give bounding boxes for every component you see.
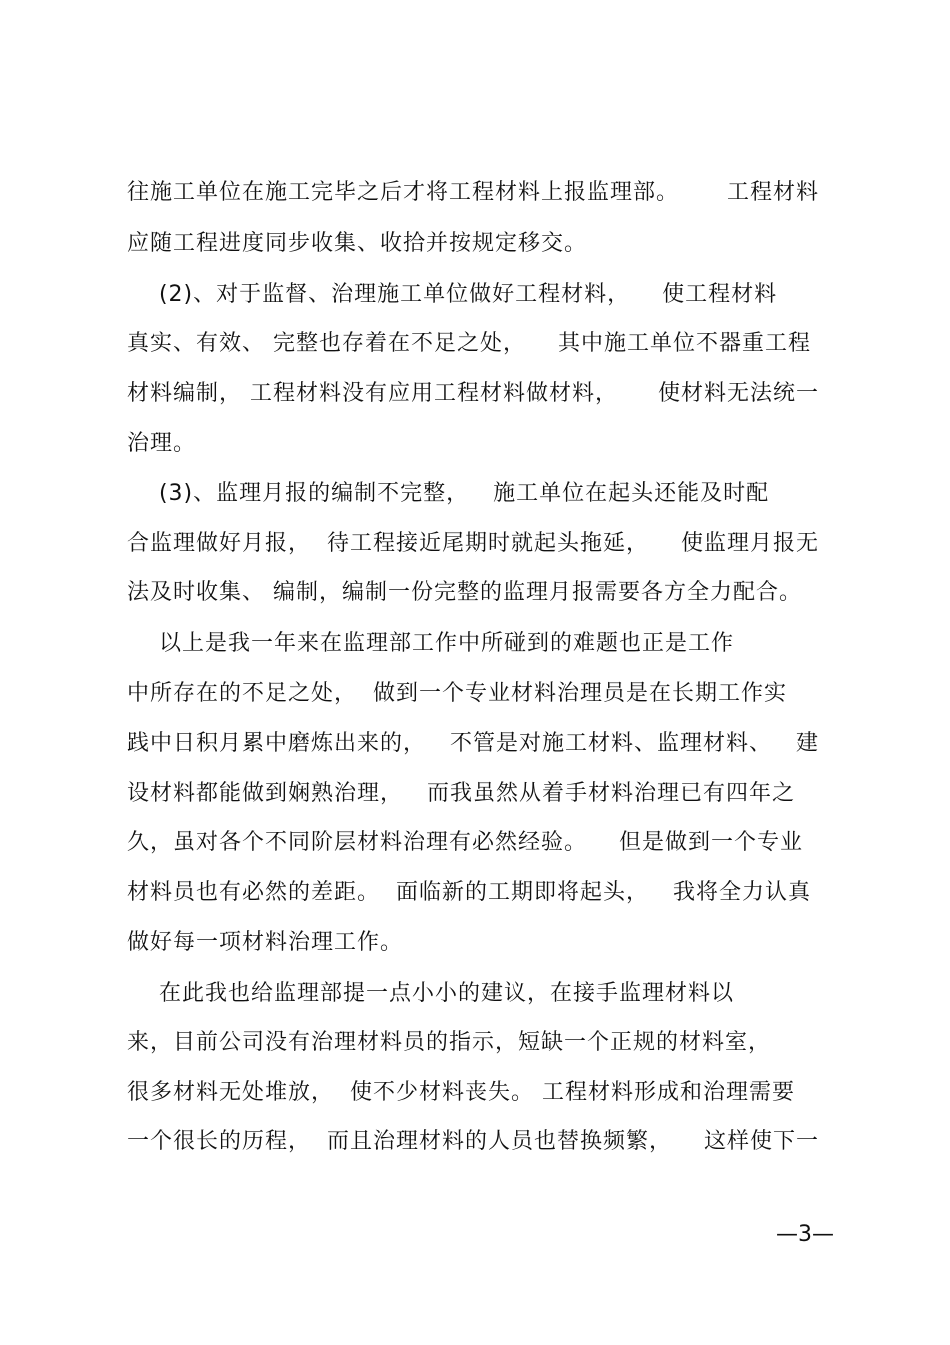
text-line: 应随工程进度同步收集、收拾并按规定移交。 — [127, 231, 588, 256]
text-line: 治理。 — [127, 431, 197, 456]
text-line: 中所存在的不足之处， 做到一个专业材料治理员是在长期工作实 — [127, 681, 787, 706]
text-line: 来，目前公司没有治理材料员的指示，短缺一个正规的材料室， — [127, 1030, 772, 1055]
text-line: 践中日积月累中磨炼出来的， 不管是对施工材料、监理材料、 建 — [127, 731, 819, 756]
text-line: 一个很长的历程， 而且治理材料的人员也替换频繁， 这样使下一 — [127, 1129, 819, 1154]
text-line: 以上是我一年来在监理部工作中所碰到的难题也正是工作 — [127, 631, 734, 656]
text-line: 在此我也给监理部提一点小小的建议，在接手监理材料以 — [127, 981, 734, 1006]
text-line: 材料编制， 工程材料没有应用工程材料做材料， 使材料无法统一 — [127, 381, 819, 406]
text-line: 往施工单位在施工完毕之后才将工程材料上报监理部。 工程材料 — [127, 180, 819, 205]
text-line: 真实、有效、 完整也存着在不足之处， 其中施工单位不器重工程 — [127, 331, 811, 356]
text-line: 法及时收集、 编制，编制一份完整的监理月报需要各方全力配合。 — [127, 580, 802, 605]
text-line: (2)、对于监督、治理施工单位做好工程材料， 使工程材料 — [127, 282, 778, 307]
page-number: —3— — [776, 1222, 834, 1247]
text-line: 设材料都能做到娴熟治理， 而我虽然从着手材料治理已有四年之 — [127, 781, 795, 806]
text-line: 合监理做好月报， 待工程接近尾期时就起头拖延， 使监理月报无 — [127, 531, 819, 556]
text-line: (3)、监理月报的编制不完整， 施工单位在起头还能及时配 — [127, 481, 770, 506]
text-line: 材料员也有必然的差距。 面临新的工期即将起头， 我将全力认真 — [127, 880, 811, 905]
text-line: 很多材料无处堆放， 使不少材料丧失。 工程材料形成和治理需要 — [127, 1080, 795, 1105]
text-line: 久，虽对各个不同阶层材料治理有必然经验。 但是做到一个专业 — [127, 830, 803, 855]
text-line: 做好每一项材料治理工作。 — [127, 930, 404, 955]
